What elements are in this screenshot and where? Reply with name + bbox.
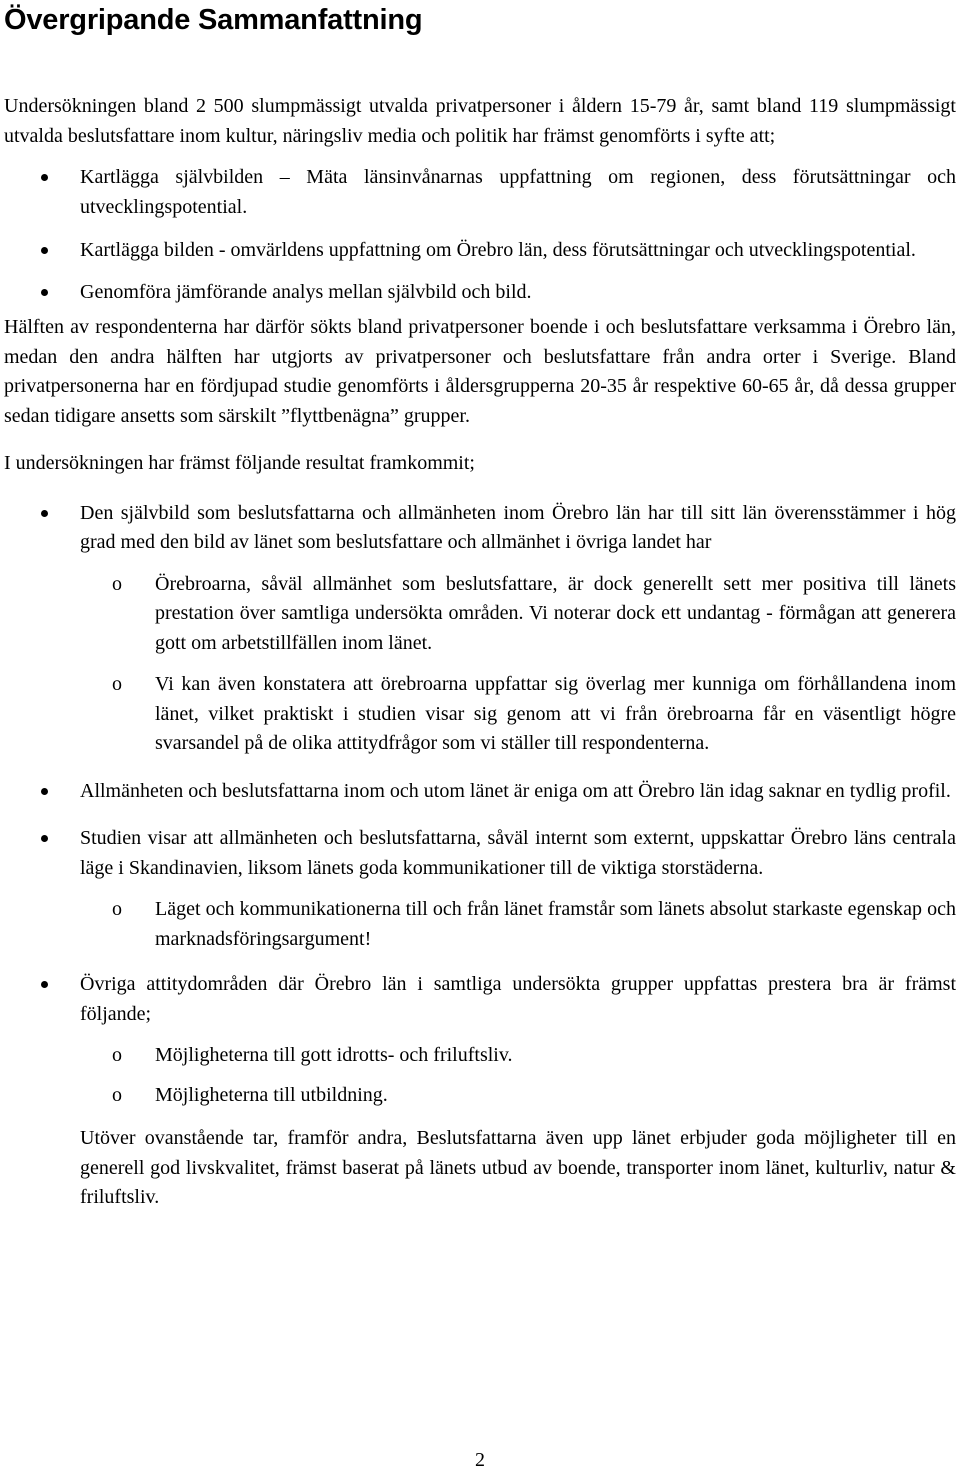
sub-text: Möjligheterna till gott idrotts- och friluftsliv. [155, 1044, 513, 1066]
bullet-dot-icon [41, 510, 48, 517]
result-item [4, 777, 956, 807]
bullet-dot-icon [41, 981, 48, 988]
circle-bullet-icon: o [112, 898, 122, 920]
result-sublist [4, 570, 956, 759]
aim-text: Kartlägga bilden - omvärldens uppfattning om Örebro län, dess förutsättningar och utvecklingspotential. [80, 239, 916, 261]
aim-text: Kartlägga självbilden – Mäta länsinvånarnas uppfattning om regionen, dess förutsättningar och utvecklingspotential. [80, 166, 956, 218]
aim-item [4, 236, 956, 266]
sub-item [4, 570, 956, 659]
conclusion-paragraph: Utöver ovanstående tar, framför andra, Beslutsfattarna även upp länet erbjuder goda möjligheter till en generell god livskvalitet, främst baserat på länets utbud av boende, transporter inom länet, kulturliv, natur & friluftsliv. [80, 1127, 956, 1208]
result-sublist [4, 895, 956, 954]
aims-list [4, 163, 956, 307]
sub-text: Läget och kommunikationerna till och från länet framstår som länets absolut starkaste egenskap och marknadsföringsargument! [155, 898, 956, 950]
sub-text: Örebroarna, såväl allmänhet som beslutsfattare, är dock generellt sett mer positiva till länets prestation över samtliga undersökta områden. Vi noterar dock ett undantag - förmågan att generera gott om arbetstillfällen inom länet. [155, 572, 956, 654]
method-paragraph: Hälften av respondenterna har därför sökts bland privatpersoner boende i och beslutsfattare verksamma i Örebro län, medan den andra hälften har utgjorts av privatpersoner och beslutsfattare från andra orter i Sverige. Bland privatpersonerna har en fördjupad studie genomförts i åldersgrupperna 20-35 år respektive 60-65 år, då dessa grupper sedan tidigare ansetts som särskilt ”flyttbenägna” grupper. [4, 316, 956, 427]
result-sublist [4, 1041, 956, 1110]
results-list [4, 499, 956, 558]
result-item [4, 824, 956, 883]
sub-item [4, 670, 956, 759]
aim-text: Genomföra jämförande analys mellan självbild och bild. [80, 280, 532, 303]
result-text: Studien visar att allmänheten och beslutsfattarna, såväl internt som externt, uppskattar Örebro läns centrala läge i Skandinavien, liksom länets goda kommunikationer till de viktiga storstäderna. [80, 827, 956, 879]
sub-item [4, 1041, 956, 1071]
result-text: Övriga attitydområden där Örebro län i samtliga undersökta grupper uppfattas prestera bra är främst följande; [80, 973, 956, 1025]
results-list [4, 970, 956, 1029]
bullet-dot-icon [41, 835, 48, 842]
bullet-dot-icon [41, 247, 48, 254]
results-intro: I undersökningen har främst följande resultat framkommit; [4, 452, 475, 474]
circle-bullet-icon: o [112, 1083, 122, 1106]
bullet-dot-icon [41, 174, 48, 181]
circle-bullet-icon: o [112, 572, 122, 595]
bullet-dot-icon [41, 788, 48, 795]
circle-bullet-icon: o [112, 673, 122, 695]
result-item [4, 970, 956, 1029]
aim-item [4, 278, 956, 308]
aim-item [4, 163, 956, 222]
circle-bullet-icon: o [112, 1044, 122, 1066]
page-title: Övergripande Sammanfattning [4, 4, 423, 36]
sub-text: Möjligheterna till utbildning. [155, 1083, 388, 1106]
sub-item [4, 895, 956, 954]
bullet-dot-icon [41, 289, 48, 296]
document-page [4, 0, 956, 1213]
result-item [4, 499, 956, 558]
intro-paragraph: Undersökningen bland 2 500 slumpmässigt utvalda privatpersoner i åldern 15-79 år, samt bland 119 slumpmässigt utvalda beslutsfattare inom kultur, näringsliv media och politik har främst genomförts i syfte att; [4, 95, 956, 147]
result-text: Allmänheten och beslutsfattarna inom och utom länet är eniga om att Örebro län idag saknar en tydlig profil. [80, 779, 951, 802]
result-text: Den självbild som beslutsfattarna och allmänheten inom Örebro län har till sitt län överensstämmer i hög grad med den bild av länet som beslutsfattare och allmänhet i övriga landet har [80, 501, 956, 553]
page-number: 2 [475, 1449, 485, 1471]
results-list [4, 777, 956, 884]
sub-item [4, 1081, 956, 1111]
sub-text: Vi kan även konstatera att örebroarna uppfattar sig överlag mer kunniga om förhållandena inom länet, vilket praktiskt i studien visar sig genom att vi från örebroarna får en väsentligt högre svarsandel på de olika attitydfrågor som vi ställer till respondenterna. [155, 673, 956, 754]
